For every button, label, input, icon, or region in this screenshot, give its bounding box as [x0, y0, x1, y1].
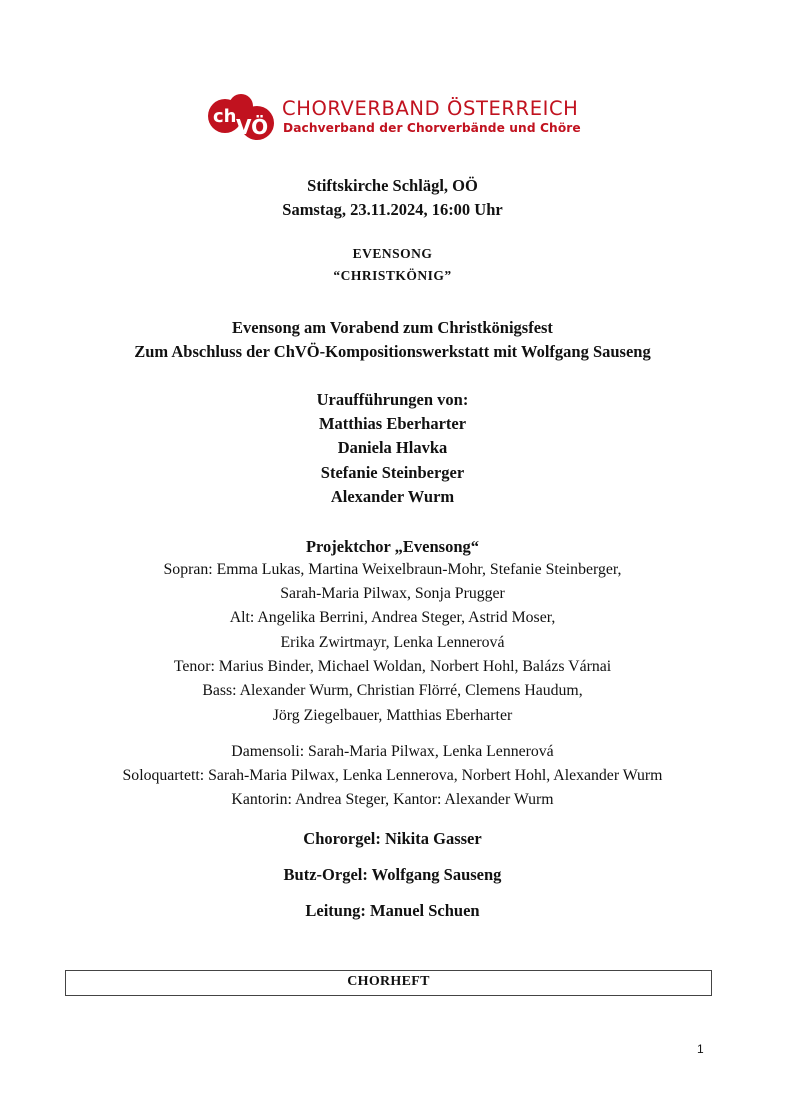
soloists-line: Soloquartett: Sarah-Maria Pilwax, Lenka Lennerova, Norbert Hohl, Alexander Wurm	[122, 767, 663, 784]
svg-text:ch: ch	[213, 106, 237, 127]
composer-name: Daniela Hlavka	[337, 438, 448, 457]
choir-line: Sopran: Emma Lukas, Martina Weixelbraun-Mohr, Stefanie Steinberger,	[163, 561, 622, 578]
event-type: EVENSONG	[352, 246, 433, 261]
composer-name: Stefanie Steinberger	[320, 463, 465, 482]
description-line: Evensong am Vorabend zum Christkönigsfest	[232, 318, 553, 337]
choir-line: Sarah-Maria Pilwax, Sonja Prugger	[280, 585, 505, 602]
composer-name: Alexander Wurm	[330, 487, 455, 506]
section-box	[65, 970, 712, 996]
choir-heading: Projektchor „Evensong“	[305, 537, 480, 556]
leitung: Leitung: Manuel Schuen	[305, 901, 480, 920]
butz-orgel: Butz-Orgel: Wolfgang Sauseng	[283, 865, 502, 884]
section-box-label: CHORHEFT	[347, 974, 430, 989]
page-number: 1	[697, 1042, 704, 1056]
soloists-line: Damensoli: Sarah-Maria Pilwax, Lenka Lennerová	[231, 743, 554, 760]
description-line: Zum Abschluss der ChVÖ-Kompositionswerkstatt mit Wolfgang Sauseng	[134, 342, 651, 361]
composer-name: Matthias Eberharter	[318, 414, 467, 433]
choir-line: Tenor: Marius Binder, Michael Woldan, Norbert Hohl, Balázs Várnai	[173, 658, 612, 675]
venue: Stiftskirche Schlägl, OÖ	[307, 176, 478, 195]
choir-line: Jörg Ziegelbauer, Matthias Eberharter	[272, 707, 513, 724]
event-date: Samstag, 23.11.2024, 16:00 Uhr	[282, 200, 503, 219]
svg-text:VÖ: VÖ	[236, 115, 269, 139]
choir-line: Alt: Angelika Berrini, Andrea Steger, Astrid Moser,	[229, 609, 556, 626]
premieres-heading: Uraufführungen von:	[316, 390, 469, 409]
event-title: “CHRISTKÖNIG”	[333, 268, 452, 283]
logo-subtitle: Dachverband der Chorverbände und Chöre	[283, 121, 581, 135]
chvo-logo-mark-icon	[205, 92, 275, 144]
chororgel: Chororgel: Nikita Gasser	[303, 829, 482, 848]
logo-title: CHORVERBAND ÖSTERREICH	[282, 97, 579, 120]
chorverband-logo	[205, 92, 585, 144]
soloists-line: Kantorin: Andrea Steger, Kantor: Alexander Wurm	[231, 791, 554, 808]
choir-line: Bass: Alexander Wurm, Christian Flörré, Clemens Haudum,	[202, 682, 583, 699]
choir-line: Erika Zwirtmayr, Lenka Lennerová	[280, 634, 505, 651]
